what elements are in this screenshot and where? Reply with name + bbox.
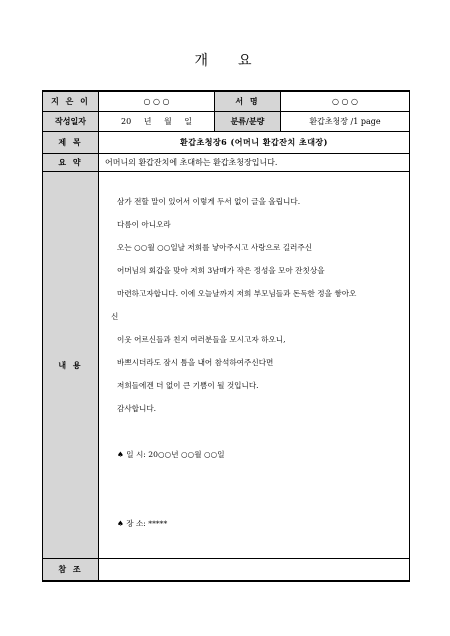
subject-value: 환갑초청장6 (어머니 환갑잔치 초대장) — [99, 132, 410, 154]
content-line: 마련하고자합니다. 이에 오늘날까지 저희 부모님들과 돈독한 정을 쌓아오 — [117, 289, 357, 298]
signature-label: 서 명 — [215, 91, 281, 112]
content-line: 저희들에겐 더 없이 큰 기쁨이 될 것입니다. — [117, 381, 259, 390]
category-value: 환갑초청장 /1 page — [281, 112, 410, 132]
content-body — [105, 172, 403, 535]
event-place-line: ♠ 장 소: ***** — [117, 519, 168, 528]
content-line: 삼가 전할 말이 있어서 이렇게 두서 없이 글을 올립니다. — [117, 197, 301, 206]
reference-value — [99, 559, 410, 582]
author-label: 지 은 이 — [43, 91, 99, 112]
page-title — [0, 50, 450, 70]
content-line: 다름이 아니오라 — [117, 220, 171, 229]
summary-label: 요 약 — [43, 154, 99, 172]
page-title-part-1: 개 — [194, 53, 212, 69]
content-cell — [99, 172, 410, 559]
content-line: 이웃 어르신들과 친지 여러분들을 모시고자 하오니, — [117, 335, 286, 344]
content-line: 오는 ○○월 ○○일날 저희를 낳아주시고 사랑으로 길러주신 — [117, 243, 313, 252]
category-label: 분류/분량 — [215, 112, 281, 132]
event-date-line: ♠ 일 시: 20○○년 ○○월 ○○일 — [117, 450, 225, 459]
summary-value: 어머니의 환갑잔치에 초대하는 환갑초청장입니다. — [99, 154, 410, 172]
date-label: 작성일자 — [43, 112, 99, 132]
signature-value: ○ ○ ○ — [281, 91, 410, 112]
content-line: 신 — [111, 312, 119, 321]
date-value: 20 년 월 일 — [99, 112, 215, 132]
reference-label: 참 조 — [43, 559, 99, 582]
overview-form-table — [42, 90, 410, 582]
content-label: 내 용 — [43, 172, 99, 559]
content-line: 어머님의 회갑을 맞아 저희 3남매가 작은 정성을 모아 잔칫상을 — [117, 266, 325, 275]
page-title-part-2: 요 — [238, 53, 256, 69]
author-value: ○ ○ ○ — [99, 91, 215, 112]
content-line: 감사합니다. — [117, 404, 157, 413]
content-line: 바쁘시더라도 잠시 틈을 내어 참석하여주신다면 — [117, 358, 274, 367]
subject-label: 제 목 — [43, 132, 99, 154]
